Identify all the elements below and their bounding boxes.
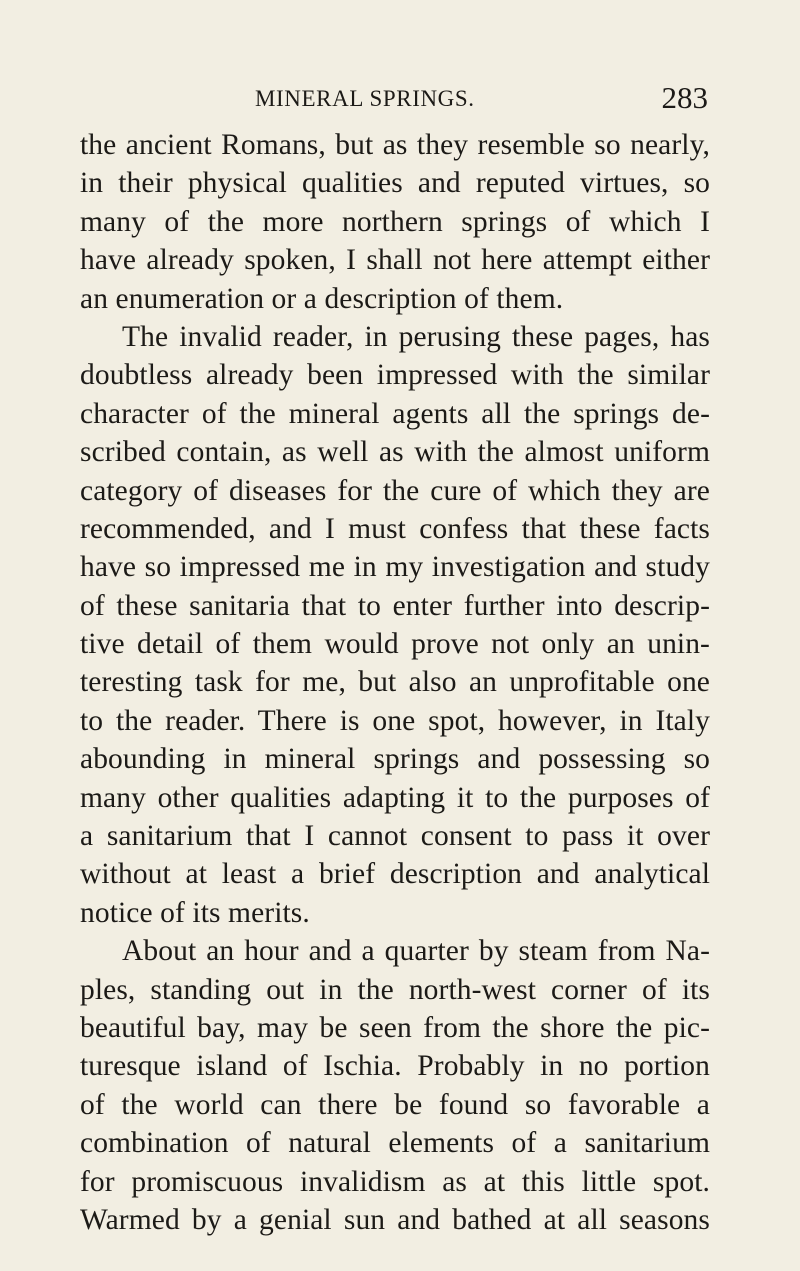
text-line: to the reader. There is one spot, however, in Italy xyxy=(80,704,710,737)
text-line: notice of its merits. xyxy=(80,896,310,929)
paragraph-start-line: About an hour and a quarter by steam from Na- xyxy=(122,935,710,968)
text-line: recommended, and I must confess that these facts xyxy=(80,512,710,545)
text-line: have already spoken, I shall not here attempt either xyxy=(80,244,710,277)
text-line: doubtless already been impressed with the similar xyxy=(80,359,710,392)
text-line: an enumeration or a description of them. xyxy=(80,282,564,315)
text-line: many other qualities adapting it to the purposes of xyxy=(80,781,710,814)
text-line: turesque island of Ischia. Probably in no portion xyxy=(80,1050,710,1083)
text-line: of these sanitaria that to enter further into descrip- xyxy=(80,589,710,622)
text-line: of the world can there be found so favorable a xyxy=(80,1088,710,1121)
text-line: for promiscuous invalidism as at this little spot. xyxy=(80,1165,710,1198)
text-line: many of the more northern springs of which I xyxy=(80,205,710,238)
page-number: 283 xyxy=(661,80,708,115)
text-line: teresting task for me, but also an unprofitable one xyxy=(80,666,710,699)
running-title: MINERAL SPRINGS. xyxy=(255,86,475,111)
running-head xyxy=(0,80,800,120)
text-line: the ancient Romans, but as they resemble so nearly, xyxy=(80,129,710,161)
text-line: have so impressed me in my investigation and study xyxy=(80,551,710,584)
paragraph-start-line: The invalid reader, in perusing these pages, has xyxy=(122,320,710,353)
text-line: category of diseases for the cure of which they are xyxy=(80,474,710,507)
text-line: abounding in mineral springs and possessing so xyxy=(80,743,710,776)
text-line: character of the mineral agents all the springs de- xyxy=(80,397,710,430)
text-line: a sanitarium that I cannot consent to pass it over xyxy=(80,820,710,853)
text-line: Warmed by a genial sun and bathed at all seasons xyxy=(80,1203,710,1236)
text-line: in their physical qualities and reputed virtues, so xyxy=(80,167,710,200)
text-line: combination of natural elements of a sanitarium xyxy=(80,1127,710,1160)
text-line: scribed contain, as well as with the almost uniform xyxy=(80,436,710,469)
body-text xyxy=(80,126,710,1239)
text-line: beautiful bay, may be seen from the shore the pic- xyxy=(80,1011,710,1044)
text-line: without at least a brief description and analytical xyxy=(80,858,710,891)
text-line: ples, standing out in the north-west corner of its xyxy=(80,973,710,1006)
text-line: tive detail of them would prove not only an unin- xyxy=(80,628,710,661)
